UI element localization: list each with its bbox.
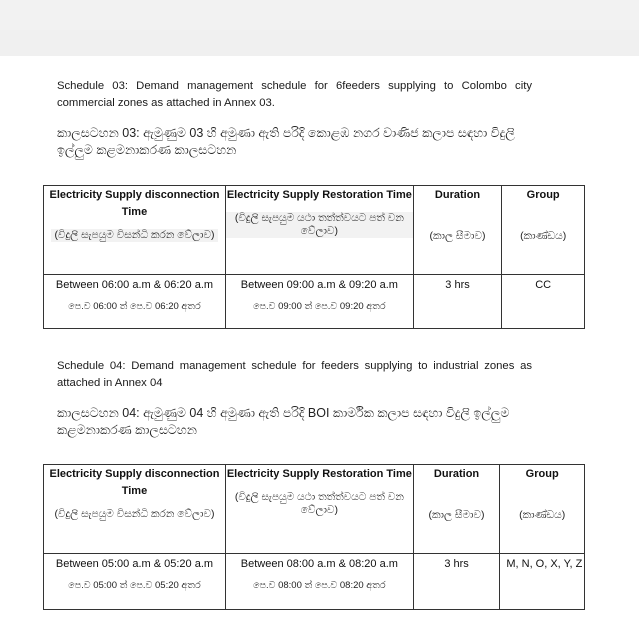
header-duration-title: Duration (433, 468, 480, 480)
schedule-04-table (43, 464, 585, 610)
cell-restoration-sinhala: පෙ.ව 09:00 ත් පෙ.ව 09:20 අතර (253, 301, 386, 312)
header-duration-title: Duration (434, 189, 481, 201)
header-restoration-title: Electricity Supply Restoration Time (226, 189, 412, 201)
cell-restoration-text: Between 08:00 a.m & 08:20 a.m (240, 558, 398, 570)
header-disconnection-sub: (විදුලි සැපයුම විසන්ධි කරන වේලාව) (51, 229, 217, 242)
header-restoration-title: Electricity Supply Restoration Time (226, 468, 412, 480)
document-page (0, 56, 639, 638)
header-group-sub: (කාණ්ඩය) (520, 230, 567, 242)
header-restoration-sub: (විදුලි සැපයුම යථා තත්ත්වයට පත් වන වේලාව) (234, 491, 404, 516)
header-restoration (225, 186, 413, 275)
cell-duration: 3 hrs (413, 275, 502, 329)
header-disconnection-sub: (විදුලි සැපයුම විසන්ධි කරන වේලාව) (54, 508, 215, 520)
schedule-04-heading: Schedule 04: Demand management schedule for feeders supplying to industrial zones as attached in Annex 04 (57, 360, 532, 389)
header-disconnection (44, 465, 226, 554)
header-restoration (225, 465, 413, 554)
schedule-03-sinhala-heading: කාලසටහන 03: ඇමුණුම 03 හි අමුණා ඇති පරිදි කොළඹ නගර වාණිජ කලාප සඳහා විදුලි ඉල්ලුම කළමනාකරණ කාලසටහන (57, 126, 515, 157)
table-header-row (44, 465, 585, 554)
cell-disconnection (44, 554, 226, 610)
header-disconnection-title: Electricity Supply disconnection Time (49, 468, 220, 497)
cell-duration: 3 hrs (413, 554, 500, 610)
header-group (502, 186, 585, 275)
header-group (500, 465, 585, 554)
cell-restoration-text: Between 09:00 a.m & 09:20 a.m (240, 279, 398, 291)
schedule-04-sinhala-heading: කාලසටහන 04: ඇමුණුම 04 හි අමුණා ඇති පරිදි BOI කාර්මික කලාප සඳහා විදුලි ඉල්ලුම කළමනාකරණ කාලසටහන (57, 406, 510, 437)
header-duration-sub: (කාල සීමාව) (428, 509, 485, 521)
schedule-03-heading: Schedule 03: Demand management schedule for 6feeders supplying to Colombo city commercial zones as attached in Annex 03. (57, 80, 532, 109)
header-duration (413, 186, 502, 275)
cell-restoration (225, 554, 413, 610)
header-group-title: Group (525, 468, 559, 480)
top-gray-band (0, 0, 639, 30)
header-duration-sub: (කාල සීමාව) (429, 230, 486, 242)
table-row (44, 554, 585, 610)
schedule-03-table (43, 185, 585, 329)
header-disconnection (44, 186, 226, 275)
cell-disconnection-sinhala: පෙ.ව 05:00 ත් පෙ.ව 05:20 අතර (68, 580, 201, 591)
header-disconnection-title: Electricity Supply disconnection Time (49, 189, 220, 218)
cell-group: M, N, O, X, Y, Z (500, 554, 585, 610)
cell-disconnection-sinhala: පෙ.ව 06:00 ත් පෙ.ව 06:20 අතර (68, 301, 201, 312)
header-group-title: Group (526, 189, 560, 201)
header-restoration-sub: (විදුලි සැපයුම යථා තත්ත්වයට පත් වන වේලාව) (226, 212, 413, 238)
cell-disconnection-text: Between 06:00 a.m & 06:20 a.m (55, 279, 214, 291)
cell-group: CC (502, 275, 585, 329)
cell-restoration (225, 275, 413, 329)
table-header-row (44, 186, 585, 275)
cell-restoration-sinhala: පෙ.ව 08:00 ත් පෙ.ව 08:20 අතර (253, 580, 386, 591)
cell-disconnection-text: Between 05:00 a.m & 05:20 a.m (55, 558, 214, 570)
header-duration (413, 465, 500, 554)
header-group-sub: (කාණ්ඩය) (519, 509, 566, 521)
cell-disconnection (44, 275, 226, 329)
table-row (44, 275, 585, 329)
